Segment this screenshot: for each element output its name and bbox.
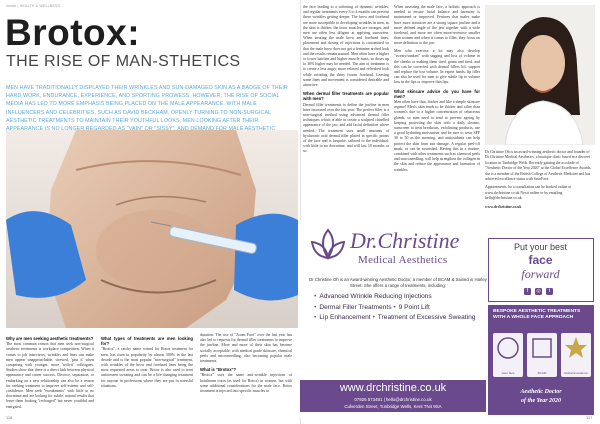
article-subtitle: THE RISE OF MAN-STHETICS [6,53,241,70]
award-badges [493,333,589,383]
rcol1-heading: When dermal filler treatments are popular with men? [303,91,389,102]
treatment-list [314,292,484,324]
slogan-line-2: face [528,253,553,267]
bio-text: Dr Christine Oh is an award-winning aesthetic doctor and founder of Dr Christine Medical Aesthetics, a boutique clinic based in a discreet location in Tunbridge Wells. Recently gaining the accolade of "Aesthetic Doctor of the Year 2020" at the Global Excellence Awards, she is a member of the British College of Aesthetic Medicine and has achieved excellence status with SaveFace. [485,150,592,182]
slogan-line-1: Put your best [513,242,568,252]
advert-website[interactable]: www.drchristine.co.uk [339,382,447,394]
lotus-logo-icon [308,224,348,272]
facebook-icon[interactable]: f [524,288,531,295]
left-column-2 [101,333,193,392]
article-title: Brotox: [5,12,141,53]
page-number-left: 116 [6,415,13,420]
bullet-icon: • [314,293,317,300]
left-column-1 [6,333,94,412]
bullet-icon: • [314,303,317,311]
bullet-icon: • [314,314,317,321]
section-tag: inside | HEALTH & WELLNESS [6,4,61,8]
author-bio [485,150,593,210]
treatment-item: • Advanced Wrinkle Reducing Injections [314,293,432,300]
right-column-1 [303,5,389,217]
man-receiving-injection-illustration [6,130,298,328]
social-links [524,288,553,295]
awards-heading: BESPOKE AESTHETIC TREATMENTS WITH A WHOLE FACE APPROACH [493,309,581,321]
bullet-icon: • [372,314,375,321]
article-standfirst: MEN HAVE TRADITIONALLY DISPLAYED THEIR WRINKLES AND SUN-DAMAGED SKIN AS A BADGE OF THEIR HARD WORK, ENDURANCE, EXPERIENCE, AND SPORTING PROWESS. HOWEVER, THE RISE OF SOCIAL MEDIA HAS LED TO MORE EMPHASIS BEING PLACED ON THE MALE APPEARANCE. WITH MALE INFLUENCERS AND CELEBRITIES, SUCH AS DAVID BECKHAM, OPENLY TURNING TO NON-SURGICAL AESTHETIC TREATMENTS TO MAINTAIN THEIR YOUTHFUL LOOKS, MEN LOOKING AFTER THEIR [6,85,288,124]
rcol2-text-2: Men who exercise a lot may also develop "sweaty/sunken" with sagging and loss of volume in the cheeks or making them tired, gaunt and tired, and this can be corrected with dermal fillers lift, support and replace the lost volume. In expert hands, lip filler can also be used for men to give subtle lip to volume loss in the lips or improve thin lips. [394,49,480,85]
bio-website[interactable]: www.drchristine.co.uk [485,204,522,209]
logo-wordmark: Dr.Christine [350,228,460,253]
instagram-icon[interactable]: ◎ [536,288,541,294]
bullet-icon: • [393,303,396,311]
page-number-right: 117 [586,415,593,420]
bcam-badge-icon: BCAM [527,333,557,377]
col1-heading: Why are men seeking aesthetic treatments? [6,336,94,341]
award-title-1: Aesthetic Doctor [520,389,562,395]
bio-text-2: Appointments for a consultation can be booked online at www.drchristine.co.uk Nexit online or by emailing hello@drchristine.co.uk. [485,185,572,201]
logo-subtitle: Medical Aesthetics [358,254,448,266]
rcol1-text-2: Dermal filler treatments to define the jawline in men have increased over the last year. The perfect filler is a non-surgical method using advanced dermal filler techniques which is able to create a sculpted chiselled appearance of the jaw, and add facial definition where needed. The treatment uses small amounts of hyaluronic acid dermal filler placed in specific points of the face and is bespoke, tailored to the individual, with little to no downtime, and will last 18 months or so. [303,102,389,154]
right-column-2 [394,5,480,217]
treatment-item: • Dermal Filler Treatments • 9 Point Lift [314,303,430,311]
col3-heading: What is "Brotox"? [200,367,237,373]
col2-heading: What types of treatments are men looking for? [101,336,193,347]
awards-box [488,305,594,415]
col1-text: The most common reason that men seek non-surgical aesthetic treatments is workplace competition. When it comes to job interviews, wrinkles and lines can make men appear unapproachable, stressed, 'past it' when competing with younger, more 'with-it' colleagues. Studies show that there is a direct link between physical appearance and career success. Divorce, separation, or embarking on a new relationship can also be a reason for seeking treatment to improve self-esteem and self-confidence. Men seek "tweakments" with little to no downtime and are looking for subtle, natural results that leave them looking "recharged" but never youthful and energised. [6,342,94,409]
award-title-2: of the Year 2020 [520,398,562,404]
twitter-icon[interactable]: t [546,288,553,295]
rcol2-text: When assessing the male face, a holistic approach is needed to ensure facial balance and harmony is maintained or improved. Features that males make have more attractive are a strong square jawline and a more defined angle of the jaw together with a wide forehead, and more are often more/recessive smaller than women and when it comes to filler, they focus on more definition to the jaw. [394,5,480,46]
advert-contact[interactable]: 07926 573481 | hello@drchristine.co.uk [354,397,432,402]
advert-address: Culverden Street, Tunbridge Wells, Kent TN4 9SA [344,404,442,409]
rcol2-text-3: Men often have thin, thicker and like a simple skincare regime! Men's skin tends to be thicker and oilier than women's due to a higher concentration of sebaceous glands, so men need to tend to prevent ageing by keeping protecting the skin with a daily cleanse, sunscreen to treat breakouts, exfoliating products, use a good hydrating moisturiser and be sure to wear SPF 30 to 50 as the morning, and antioxidants can help protect the skin from sun damage. A regular peel-off mask, or can be nourished. Having this in a routine, combined with other treatments such as chemical peels and microneedling, will help strengthen the collagen in the skin and reduce the appearance and formation of wrinkles. [394,99,480,172]
doctor-portrait-illustration [485,5,595,145]
rcol1-text: the face leading to a softening of dynamic wrinkles, and regular treatments every 3 to 4 months can prevent these wrinkles getting deeper. The brow and forehead are more susceptible to developing wrinkles in men, as the skin is thicker, the brow muscles are stronger, and men are often less diligent at applying sunscreen. When treating the male brow and forehead lines, placement and dosing of injections is customised so that the male brow does not get a feminine arched look and the results remain natural. Men often have a higher or lower hairline and higher muscle mass, so doses up to 30% higher may be needed. The aim of treatment is to create a less angry, more relaxed and refreshed look while avoiding the shiny frozen forehead. Leaving some lines and movement is considered desirable and attractive. [303,5,389,88]
doctor-portrait [485,5,595,145]
col3-text-2: "Brotox" uses the same anti-wrinkle injections of botulinum toxin (as used for Botox) in women, but with some additional considerations for the male face. Botox treatment is injected into specific muscles to [200,373,292,394]
advert-contact-bar [300,380,486,412]
saveface-badge-icon: save face [493,333,523,377]
slogan-line-3: forward [521,267,560,281]
col3-text: duration. The rise of "Zoom Face" over the last year has also led to requests for dermal filler treatments to improve the jawline. More and more of their skin has become socially acceptable, with medical grade skincare, chemical peels and microneedling, also becoming popular male treatments. [200,333,292,364]
treatment-item: • Lip Enhancement • Treatment of Excessive Sweating [314,314,476,321]
col2-text: "Brotox", a catchy name coined for Botox treatment for men, has risen in popularity by almost 300% in the last decade and is the most popular "non-surgical" treatment, with wrinkles of the brow and forehead lines being the most requested areas to treat. Botox is also used to treat unforeseen sweating and can be a life-changing treatment for anyone in professions where they are put in stressful situations. [101,347,193,388]
slogan-box [488,238,594,302]
injection-photo [6,130,298,328]
left-column-3 [200,333,292,397]
rcol2-heading: What skincare advice do you have for men? [394,88,480,99]
award-badge-icon: Global Excellence [561,333,591,377]
advert-intro: Dr Christine Oh is an Award-winning Aesthetic Doctor, a member of BCAM & trained in Harley Street. She offers a range of treatments, including: [309,277,487,288]
clinic-logo [308,224,483,274]
